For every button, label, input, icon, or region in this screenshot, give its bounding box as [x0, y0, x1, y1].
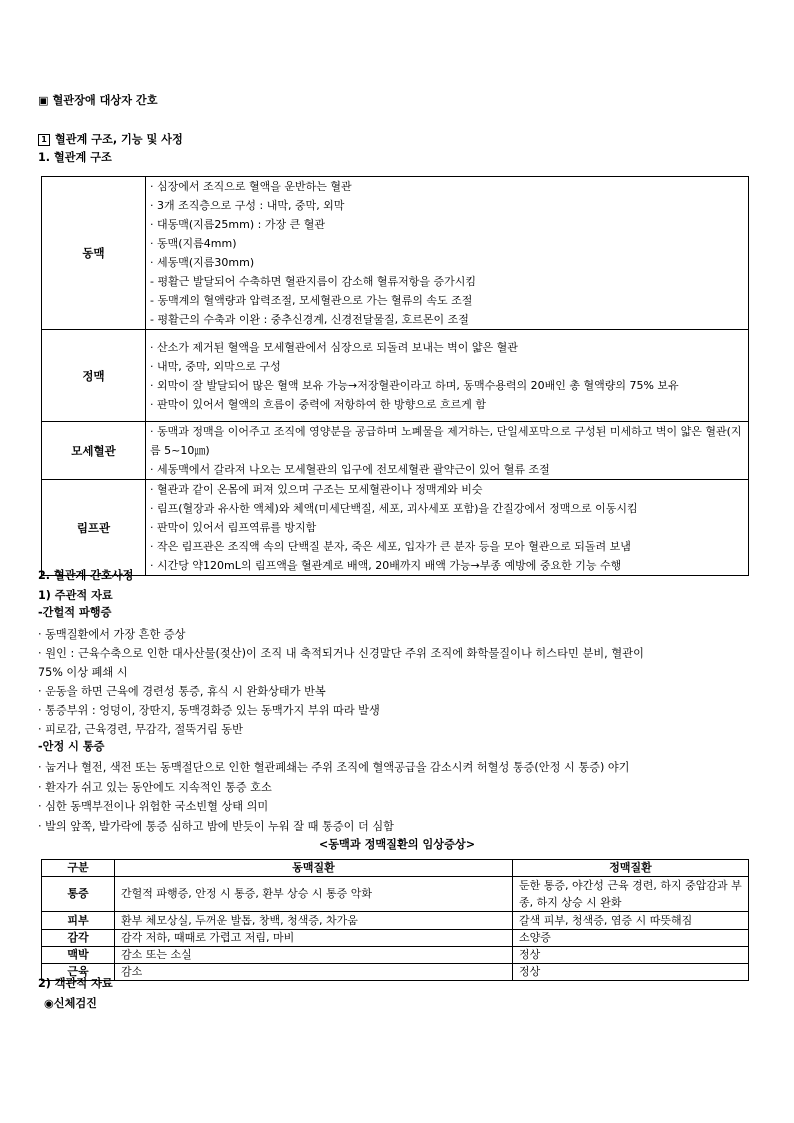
row-content: [146, 177, 749, 330]
row-content: [146, 480, 749, 576]
row-label: 모세혈관: [42, 422, 146, 480]
list-item: · 동맥질환에서 가장 흔한 증상: [38, 628, 186, 641]
vein-cell: 갈색 피부, 청색증, 염증 시 따뜻해짐: [513, 912, 749, 930]
list-item: · 발의 앞쪽, 발가락에 통증 심하고 밤에 반듯이 누워 잘 때 통증이 더 심함: [38, 819, 394, 833]
vein-cell: 정상: [513, 964, 749, 981]
compare-label: 통증: [42, 877, 115, 912]
artery-cell: 감소 또는 소실: [115, 947, 513, 964]
artery-cell: 감소: [115, 964, 513, 981]
compare-header: 동맥질환: [115, 860, 513, 877]
physical-exam-heading: ◉신체검진: [44, 997, 97, 1010]
table-row: [42, 964, 749, 981]
vein-cell: 둔한 통증, 야간성 근육 경련, 하지 중압감과 부종, 하지 상승 시 완화: [513, 877, 749, 912]
row-content: [146, 422, 749, 480]
artery-cell: 환부 체모상실, 두꺼운 발톱, 창백, 청색증, 차가움: [115, 912, 513, 930]
list-item: · 피로감, 근육경련, 무감각, 절뚝거림 동반: [38, 723, 243, 736]
artery-cell: 간헐적 파행증, 안정 시 통증, 환부 상승 시 통증 악화: [115, 877, 513, 912]
list-item: · 환자가 쉬고 있는 동안에도 지속적인 통증 호소: [38, 780, 272, 794]
compare-table: [41, 859, 749, 981]
row-line: · 심장에서 조직으로 혈액을 운반하는 혈관: [150, 180, 352, 193]
list-item: · 눕거나 혈전, 색전 또는 동맥절단으로 인한 혈관폐쇄는 주위 조직에 혈액공급을 감소시켜 허혈성 통증(안정 시 통증) 야기: [38, 761, 630, 774]
compare-label: 맥박: [42, 947, 115, 964]
compare-label: 감각: [42, 930, 115, 947]
row-line: · 외막이 잘 발달되어 많은 혈액 보유 가능→저장혈관이라고 하며, 동맥수용력의 20배인 총 혈액량의 75% 보유: [150, 378, 679, 392]
heading-objective: 2) 객관적 자료: [38, 977, 113, 990]
row-line: · 혈관과 같이 온몸에 퍼져 있으며 구조는 모세혈관이나 정맥계와 비슷: [150, 483, 483, 496]
list-item: · 통증부위 : 엉덩이, 장딴지, 동맥경화증 있는 동맥가지 부위 따라 발생: [38, 704, 380, 717]
row-line: · 내막, 중막, 외막으로 구성: [150, 359, 281, 373]
vein-cell: 소양증: [513, 930, 749, 947]
table-row: [42, 947, 749, 964]
subsection-title: [38, 132, 183, 148]
row-line: · 대동맥(지름25mm) : 가장 큰 혈관: [150, 218, 325, 231]
row-label: 정맥: [42, 330, 146, 422]
row-line: · 3개 조직층으로 구성 : 내막, 중막, 외막: [150, 199, 345, 212]
compare-header: 구분: [42, 860, 115, 877]
table-row: [42, 177, 749, 330]
rest-pain-title: -안정 시 통증: [38, 740, 105, 753]
row-label: 림프관: [42, 480, 146, 576]
table-row: [42, 912, 749, 930]
table-row: [42, 877, 749, 912]
subsection-title-text: 혈관계 구조, 기능 및 사정: [51, 133, 183, 146]
structure-table: [41, 176, 749, 576]
row-line: - 평활근의 수축과 이완 : 중추신경계, 신경전달물질, 호르몬이 조절: [150, 313, 469, 326]
list-item: 75% 이상 폐쇄 시: [38, 666, 128, 679]
row-content: [146, 330, 749, 422]
row-line: - 동맥계의 혈액량과 압력조절, 모세혈관으로 가는 혈류의 속도 조절: [150, 294, 473, 307]
heading-nursing: 2. 혈관계 간호사정: [38, 569, 134, 582]
claudication-title: -간헐적 파행증: [38, 606, 112, 619]
row-line: - 평활근 발달되어 수축하면 혈관지름이 감소해 혈류저항을 증가시킴: [150, 275, 476, 288]
table-row: [42, 330, 749, 422]
row-line: · 동맥(지름4mm): [150, 237, 237, 250]
row-line: · 세동맥(지름30mm): [150, 256, 255, 269]
compare-label: 근육: [42, 964, 115, 981]
table-row: [42, 480, 749, 576]
compare-label: 피부: [42, 912, 115, 930]
row-label: 동맥: [42, 177, 146, 330]
row-line: · 시간당 약120mL의 림프액을 혈관계로 배액, 20배까지 배액 가능→부종 예방에 중요한 기능 수행: [150, 559, 622, 572]
list-item: · 원인 : 근육수축으로 인한 대사산물(젖산)이 조직 내 축적되거나 신경말단 주위 조직에 화학물질이나 히스타민 분비, 혈관이: [38, 647, 644, 660]
list-item: · 심한 동맥부전이나 위험한 국소빈혈 상태 의미: [38, 800, 269, 813]
row-line: · 판막이 있어서 림프역류를 방지함: [150, 521, 317, 534]
list-item: · 운동을 하면 근육에 경련성 통증, 휴식 시 완화상태가 반복: [38, 685, 326, 698]
row-line: · 동맥과 정맥을 이어주고 조직에 영양분을 공급하며 노폐물을 제거하는, 단일세포막으로 구성된 미세하고 벽이 얇은 혈관(지름 5~10㎛): [150, 425, 742, 457]
heading-structure: 1. 혈관계 구조: [38, 151, 112, 164]
numbered-box: 1: [38, 134, 50, 146]
section-title: ▣ 혈관장애 대상자 간호: [38, 94, 158, 107]
rest-pain-list: [38, 758, 758, 836]
compare-header: 정맥질환: [513, 860, 749, 877]
claudication-list: [38, 625, 758, 739]
row-line: · 판막이 있어서 혈액의 흐름이 중력에 저항하여 한 방향으로 흐르게 함: [150, 397, 486, 411]
table-row: [42, 422, 749, 480]
compare-caption: <동맥과 정맥질환의 임상증상>: [318, 838, 476, 851]
row-line: · 림프(혈장과 유사한 액체)와 체액(미세단백질, 세포, 괴사세포 포함)을 간질강에서 정맥으로 이동시킴: [150, 502, 638, 515]
row-line: · 산소가 제거된 혈액을 모세혈관에서 심장으로 되돌려 보내는 벽이 얇은 혈관: [150, 340, 518, 354]
row-line: · 작은 림프관은 조직액 속의 단백질 분자, 죽은 세포, 입자가 큰 분자 등을 모아 혈관으로 되돌려 보냄: [150, 540, 631, 553]
heading-subjective: 1) 주관적 자료: [38, 589, 113, 602]
vein-cell: 정상: [513, 947, 749, 964]
table-row: [42, 930, 749, 947]
artery-cell: 감각 저하, 때때로 가렵고 저림, 마비: [115, 930, 513, 947]
row-line: · 세동맥에서 갈라져 나오는 모세혈관의 입구에 전모세혈관 괄약근이 있어 혈류 조절: [150, 463, 550, 476]
